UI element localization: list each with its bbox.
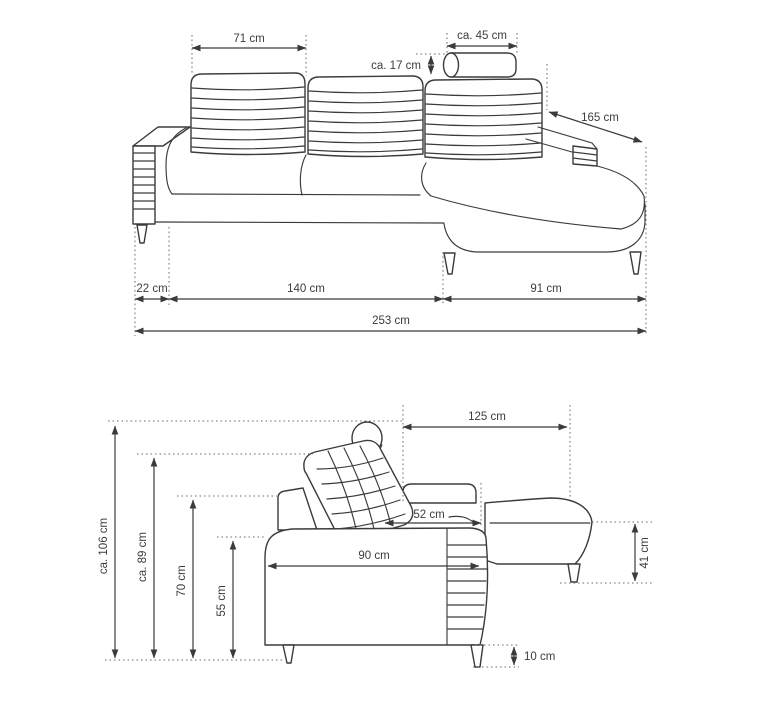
dim-total-width [135,315,646,331]
dim-headrest-width-label: ca. 45 cm [457,30,507,42]
dim-back-height [176,496,277,658]
side-back-cushion [304,440,413,541]
back-cushion-left [191,73,305,155]
dim-chaise-length-label: 125 cm [468,411,506,423]
dim-side-depth-label: 90 cm [358,550,390,562]
dim-headrest-width [447,30,517,55]
dim-back-cushion-width-label: 71 cm [233,33,265,45]
front-leg-left [137,225,147,243]
back-frame-panel [278,488,317,530]
side-chaise [485,498,592,582]
dim-backrest-height-label: ca. 89 cm [137,532,149,582]
dim-leg-height [473,645,555,667]
dim-armrest-width-label: 22 cm [136,283,168,295]
back-cushion-right [425,79,542,160]
dim-back-height-label: 70 cm [176,565,188,597]
dim-chaise-seat-height-label: 41 cm [639,537,651,569]
back-cushion-middle [308,76,423,157]
side-leg-front [471,645,483,667]
dim-seat-depth-label: 52 cm [413,509,445,521]
dim-armrest-height [216,537,266,658]
seat-seam [172,194,420,195]
dim-chaise-depth-label: 165 cm [581,112,619,124]
front-sofa-drawing [133,53,645,274]
dim-total-width-label: 253 cm [372,315,410,327]
dim-chaise-width [443,147,646,336]
dim-chaise-width-label: 91 cm [530,283,562,295]
left-armrest-top [133,127,190,146]
body-bottom-edge [155,222,444,223]
side-view [98,405,653,667]
dim-seat-width-label: 140 cm [287,283,325,295]
dim-back-cushion-width [192,33,306,76]
dim-headrest-height-label: ca. 17 cm [371,60,421,72]
seat-divider [300,155,306,195]
dim-chaise-depth [547,64,642,142]
dim-armrest-height-label: 55 cm [216,585,228,617]
side-armrest-slab [403,484,476,503]
dim-leg-height-label: 10 cm [524,651,556,663]
headrest-roll [444,53,517,77]
dim-headrest-height [371,54,445,74]
chaise-leg-right [630,252,641,274]
dim-total-height-label: ca. 106 cm [98,517,110,575]
side-chaise-leg [568,564,580,582]
front-view [133,30,646,336]
chaise-leg-left [444,253,455,274]
right-armrest-front [573,146,597,166]
side-leg-back [283,645,294,663]
dim-seat-width [169,252,443,305]
side-sofa-drawing [265,422,592,667]
